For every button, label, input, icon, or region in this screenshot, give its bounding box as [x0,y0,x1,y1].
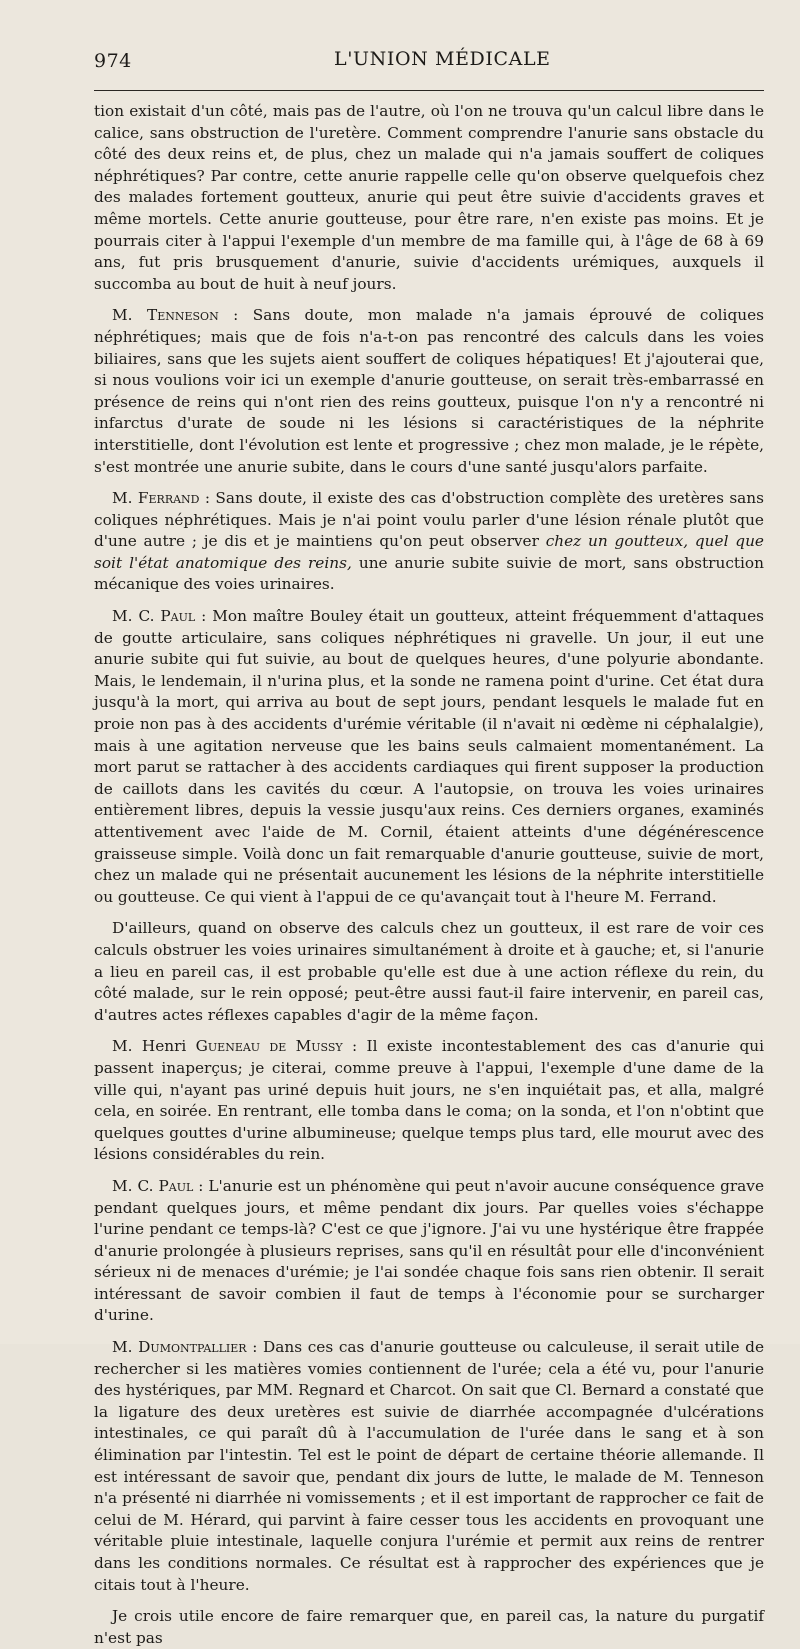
paragraph-text: M. C. [112,607,161,626]
paragraph-text: : Il existe incontestablement des cas d'anurie qui passent inaperçus; je citerai, comme preuve à l'appui, l'exemple d'une dame de la ville qui, n'ayant pas uriné depuis huit jours, ne s'en inquiétait pas, et alla, malgré cela, en soirée. En rentrant, elle tomba dans le coma; on la sonda, et l'on n'obtint que quelques gouttes d'urine albumineuse; quelque temps plus tard, elle mourut avec des lésions considérables du rein. [94,1037,764,1164]
paragraph-text: : Dans ces cas d'anurie goutteuse ou calculeuse, il serait utile de rechercher si les matières vomies contiennent de l'urée; cela a été vu, pour l'anurie des hystériques, par MM. Regnard et Charcot. On sait que Cl. Bernard a constaté que la ligature des deux uretères est suivie de diarrhée accompagnée d'ulcérations intestinales, ce qui paraît dû à l'accumulation de l'urée dans le sang et à son élimination par l'intestin. Tel est le point de départ de certaine théorie allemande. Il est intéressant de savoir que, pendant dix jours de lutte, le malade de M. Tenneson n'a présenté ni diarrhée ni vomissements ; et il est important de rapprocher ce fait de celui de M. Hérard, qui parvint à faire cesser tous les accidents en provoquant une véritable pluie intestinale, laquelle conjura l'urémie et permit aux reins de rentrer dans les conditions normales. Ce résultat est à rapprocher des expériences que je citais tout à l'heure. [94,1338,764,1594]
paragraph-text: : Sans doute, il existe des cas d'obstruction complète des uretères sans coliques néphrétiques. Mais je n'ai point voulu parler d'une lésion rénale plutôt que d'une autre ; je dis et je maintiens qu'on peut observer [94,489,765,551]
paragraph [94,488,764,596]
paragraph [94,305,764,478]
paragraph [94,1036,764,1166]
page-number: 974 [94,50,132,72]
speaker-name: Paul [160,607,196,626]
paragraph [94,101,764,295]
paragraph-text: M. C. [112,1176,159,1195]
paragraph [94,918,764,1026]
speaker-name: Ferrand [137,489,200,508]
page-header [94,44,764,80]
paragraph-text: : Mon maître Bouley était un goutteux, atteint fréquemment d'attaques de goutte articulaire, sans coliques néphrétiques ni gravelle. Un jour, il eut une anurie subite qui fut suivie, au bout de quelques heures, d'une polyurie abondante. Mais, le lendemain, il n'urina plus, et la sonde ne ramena point d'urine. Cet état dura jusqu'à la mort, qui arriva au bout de sept jours, pendant lesquels le malade fut en proie non pas à des accidents d'urémie véritable (il n'avait ni œdème ni céphalalgie), mais à une agitation nerveuse que les bains seuls calmaient momentanément. La mort parut se rattacher à des accidents cardiaques qui firent supposer la production de caillots dans les cavités du cœur. A l'autopsie, on trouva les voies urinaires entièrement libres, depuis la vessie jusqu'aux reins. Ces derniers organes, examinés attentivement avec l'aide de M. Cornil, étaient atteints d'une dégénérescence graisseuse simple. Voilà donc un fait remarquable d'anurie goutteuse, suivie de mort, chez un malade qui ne présentait aucunement les lésions de la néphrite interstitielle ou goutteuse. Ce qui vient à l'appui de ce qu'avançait tout à l'heure M. Ferrand. [94,607,764,906]
paragraph-text: M. [112,1338,139,1357]
paragraph-text: tion existait d'un côté, mais pas de l'autre, où l'on ne trouva qu'un calcul libre dans le calice, sans obstruction de l'uretère. Comment comprendre l'anurie sans obstacle du côté des deux reins et, de plus, chez un malade qui n'a jamais souffert de coliques néphrétiques? Par contre, cette anurie rappelle celle qu'on observe quelquefois chez des malades fortement goutteux, anurie qui peut être suivie d'accidents graves et même mortels. Cette anurie goutteuse, pour être rare, n'en existe pas moins. Et je pourrais citer à l'appui l'exemple d'un membre de ma famille qui, à l'âge de 68 à 69 ans, fut pris brusquement d'anurie, suivie d'accidents urémiques, auxquels il succomba au bout de huit à neuf jours. [94,102,764,293]
paragraph-text: une anurie subite suivie de mort, sans obstruction mécanique des voies urinaires. [94,553,764,594]
paragraph-text: : L'anurie est un phénomène qui peut n'avoir aucune conséquence grave pendant quelques jours, et même pendant dix jours. Par quelles voies s'échappe l'urine pendant ce temps-là? C'est ce que j'ignore. J'ai vu une hystérique être frappée d'anurie prolongée à plusieurs reprises, sans qu'il en résultât pour elle d'inconvénient sérieux ni de menaces d'urémie; je l'ai sondée chaque fois sans rien obtenir. Il serait intéressant de savoir combien il faut de temps à l'économie pour se surcharger d'urine. [94,1176,764,1325]
running-title: L'UNION MÉDICALE [334,48,551,70]
paragraph [94,1337,764,1596]
paragraph [94,1176,764,1327]
speaker-name: Dumontpallier [138,1338,247,1357]
paragraph-text: M. Henri [112,1037,196,1056]
paragraph-text: M. [112,306,147,325]
article-body [94,101,764,1649]
paragraph-text: D'ailleurs, quand on observe des calculs chez un goutteux, il est rare de voir ces calculs obstruer les voies urinaires simultanément à droite et à gauche; et, si l'anurie a lieu en pareil cas, il est probable qu'elle est due à une action réflexe du rein, du côté malade, sur le rein opposé; peut-être aussi faut-il faire intervenir, en pareil cas, d'autres actes réflexes capables d'agir de la même façon. [94,919,764,1024]
speaker-name: Tenneson [147,306,219,325]
paragraph-text: : Sans doute, mon malade n'a jamais éprouvé de coliques néphrétiques; mais que de fois n'a-t-on pas rencontré des calculs dans les voies biliaires, sans que les sujets aient souffert de coliques hépatiques! Et j'ajouterai que, si nous voulions voir ici un exemple d'anurie goutteuse, on serait très-embarrassé en présence de reins qui n'ont rien des reins goutteux, puisque l'on n'y a rencontré ni infarctus d'urate de soude ni les lésions si caractéristiques de la néphrite interstitielle, dont l'évolution est lente et progressive ; chez mon malade, je le répète, s'est montrée une anurie subite, dans le cours d'une santé jusqu'alors parfaite. [94,306,764,476]
header-rule [94,90,764,91]
paragraph-text: Je crois utile encore de faire remarquer que, en pareil cas, la nature du purgatif n'est pas [94,1607,764,1647]
speaker-name: Gueneau de Mussy [195,1037,343,1056]
speaker-name: Paul [158,1176,194,1195]
paragraph [94,1606,764,1649]
paragraph [94,606,764,908]
italic-text: chez un goutteux, quel que soit l'état anatomique des reins, [94,532,764,572]
paragraph-text: M. [112,489,138,508]
